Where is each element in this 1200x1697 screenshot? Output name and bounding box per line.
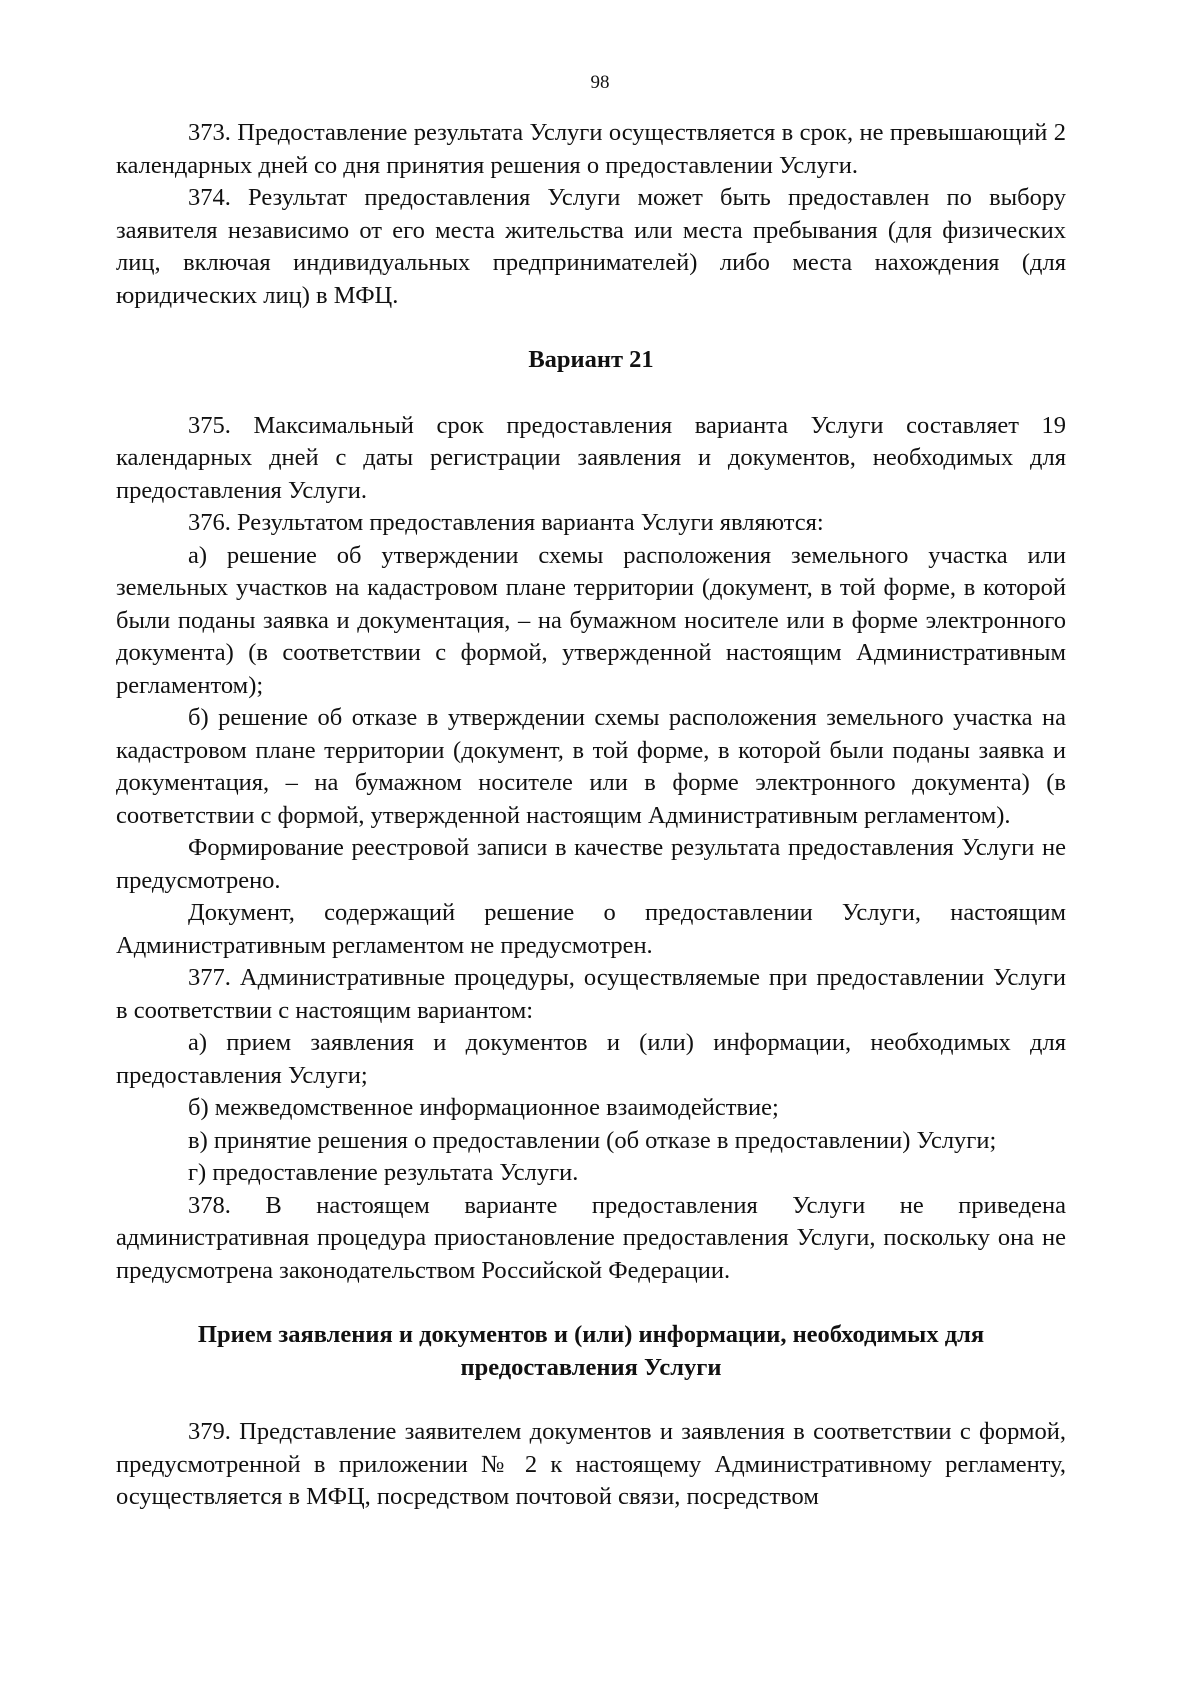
paragraph-377-a: а) прием заявления и документов и (или) информации, необходимых для предоставления Услуги; — [116, 1029, 1066, 1089]
page-number: 98 — [590, 72, 610, 93]
heading-reception: Прием заявления и документов и (или) информации, необходимых для предоставления Услуги — [197, 1321, 985, 1381]
paragraph-378: 378. В настоящем варианте предоставления Услуги не приведена административная процедура приостановление предоставления Услуги, поскольку она не предусмотрена законодательством Российской Федерации. — [116, 1191, 1066, 1284]
paragraph-375: 375. Максимальный срок предоставления варианта Услуги составляет 19 календарных дней с даты регистрации заявления и документов, необходимых для предоставления Услуги. — [116, 411, 1066, 504]
heading-variant-21: Вариант 21 — [528, 346, 654, 373]
paragraph-377-g: г) предоставление результата Услуги. — [188, 1159, 579, 1186]
paragraph-374: 374. Результат предоставления Услуги может быть предоставлен по выбору заявителя независимо от его места жительства или места пребывания (для физических лиц, включая индивидуальных предпринимателей) либо места нахождения (для юридических лиц) в МФЦ. — [116, 184, 1066, 309]
paragraph-376: 376. Результатом предоставления варианта Услуги являются: — [188, 509, 824, 536]
paragraph-376-b: б) решение об отказе в утверждении схемы расположения земельного участка на кадастровом плане территории (документ, в той форме, в которой были поданы заявка и документация, – на бумажном носителе или в форме электронного документа) (в соответствии с формой, утвержденной настоящим Административным регламентом). — [116, 704, 1066, 829]
paragraph-377: 377. Административные процедуры, осуществляемые при предоставлении Услуги в соответствии с настоящим вариантом: — [116, 964, 1066, 1024]
paragraph-377-v: в) принятие решения о предоставлении (об отказе в предоставлении) Услуги; — [188, 1126, 997, 1154]
paragraph-registry-record: Формирование реестровой записи в качестве результата предоставления Услуги не предусмотрено. — [116, 834, 1066, 894]
paragraph-379: 379. Представление заявителем документов и заявления в соответствии с формой, предусмотренной в приложении № 2 к настоящему Административному регламенту, осуществляется в МФЦ, посредством почтовой связи, посредством — [116, 1418, 1066, 1510]
paragraph-373: 373. Предоставление результата Услуги осуществляется в срок, не превышающий 2 календарных дней со дня принятия решения о предоставлении Услуги. — [116, 119, 1066, 179]
paragraph-377-b: б) межведомственное информационное взаимодействие; — [188, 1094, 779, 1121]
paragraph-decision-document: Документ, содержащий решение о предоставлении Услуги, настоящим Административным регламентом не предусмотрен. — [116, 899, 1066, 959]
paragraph-376-a: а) решение об утверждении схемы расположения земельного участка или земельных участков на кадастровом плане территории (документ, в той форме, в которой были поданы заявка и документация, – на бумажном носителе или в форме электронного документа) (в соответствии с формой, утвержденной настоящим Административным регламентом); — [116, 541, 1066, 699]
document-body — [116, 117, 1066, 1514]
